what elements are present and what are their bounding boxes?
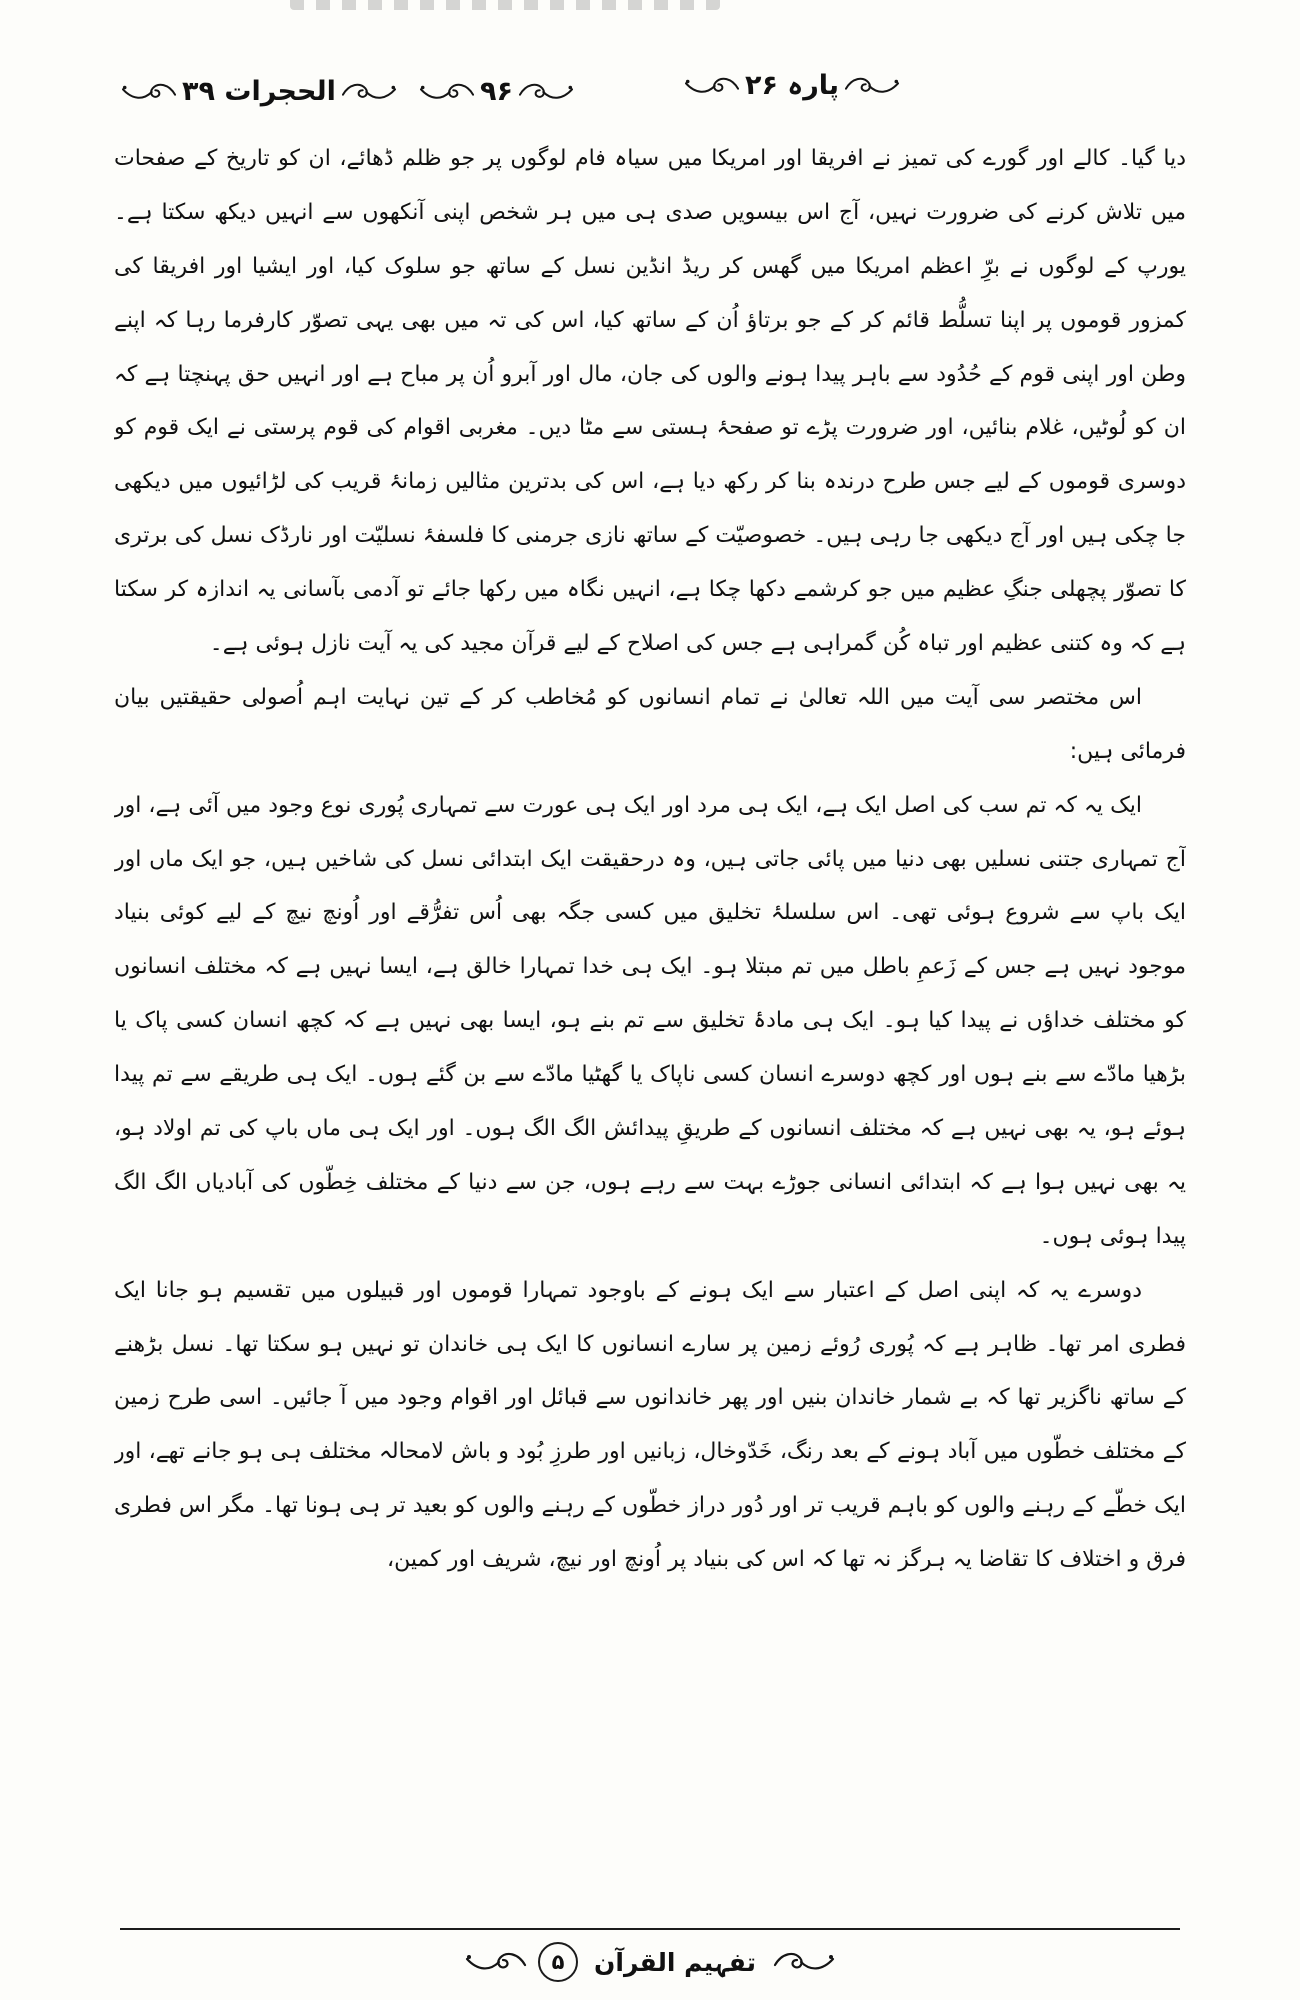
ornament-flourish-icon bbox=[342, 79, 396, 105]
ornament-flourish-icon bbox=[685, 73, 739, 99]
footer-rule bbox=[120, 1928, 1180, 1930]
scan-artifact bbox=[290, 0, 720, 10]
header-parah-ref bbox=[685, 70, 899, 101]
ornament-flourish-icon bbox=[420, 79, 474, 105]
paragraph-intro: اس مختصر سی آیت میں اللہ تعالیٰ نے تمام انسانوں کو مُخاطب کر کے تین نہایت اہم اُصولی حقیقتیں بیان فرمائی ہیں: bbox=[114, 684, 1186, 764]
page-header bbox=[0, 66, 1300, 126]
paragraph-point-two: دوسرے یہ کہ اپنی اصل کے اعتبار سے ایک ہونے کے باوجود تمہارا قوموں اور قبیلوں میں تقسیم ہو جانا ایک فطری امر تھا۔ ظاہر ہے کہ پُوری رُوئے زمین پر سارے انسانوں کا ایک ہی خاندان تو نہیں ہو سکتا تھا۔ نسل بڑھنے کے ساتھ ناگزیر تھا کہ بے شمار خاندان بنیں اور پھر خاندانوں سے قبائل اور اقوام وجود میں آ جائیں۔ اسی طرح زمین کے مختلف خطّوں میں آباد ہونے کے بعد رنگ، خَدّوخال، زبانیں اور طرزِ بُود و باش لامحالہ مختلف ہی ہو جانے تھے، اور ایک خطّے کے رہنے والوں کو باہم قریب تر اور دُور دراز خطّوں کے رہنے والوں کو بعید تر ہی ہونا تھا۔ مگر اس فطری فرق و اختلاف کا تقاضا یہ ہرگز نہ تھا کہ اس کی بنیاد پر اُونچ اور نیچ، شریف اور کمین، bbox=[114, 1277, 1186, 1573]
paragraph-point-one: ایک یہ کہ تم سب کی اصل ایک ہے، ایک ہی مرد اور ایک ہی عورت سے تمہاری پُوری نوع وجود میں آئی ہے، اور آج تمہاری جتنی نسلیں بھی دنیا میں پائی جاتی ہیں، وہ درحقیقت ایک ابتدائی نسل کی شاخیں ہیں، جو ایک ماں اور ایک باپ سے شروع ہوئی تھی۔ اس سلسلۂ تخلیق میں کسی جگہ بھی اُس تفرُّقے اور اُونچ نیچ کے لیے کوئی بنیاد موجود نہیں ہے جس کے زَعمِ باطل میں تم مبتلا ہو۔ ایک ہی خدا تمہارا خالق ہے، ایسا نہیں ہے کہ مختلف انسانوں کو مختلف خداؤں نے پیدا کیا ہو۔ ایک ہی مادۂ تخلیق سے تم بنے ہو، ایسا بھی نہیں ہے کہ کچھ انسان کسی پاک یا بڑھیا مادّے سے بنے ہوں اور کچھ دوسرے انسان کسی ناپاک یا گھٹیا مادّے سے بن گئے ہوں۔ ایک ہی طریقے سے تم پیدا ہوئے ہو، یہ بھی نہیں ہے کہ مختلف انسانوں کے طریقِ پیدائش الگ الگ ہوں۔ اور ایک ہی ماں باپ کی تم اولاد ہو، یہ بھی نہیں ہوا ہے کہ ابتدائی انسانی جوڑے بہت سے رہے ہوں، جن سے دنیا کے مختلف خِطّوں کی آبادیاں الگ الگ پیدا ہوئی ہوں۔ bbox=[114, 792, 1186, 1249]
ornament-flourish-icon bbox=[519, 79, 573, 105]
parah-label: پارہ ۲۶ bbox=[745, 70, 840, 101]
ornament-flourish-icon bbox=[464, 1949, 528, 1975]
footer-book-title: تفہیم القرآن bbox=[594, 1947, 756, 1977]
header-surah-ref bbox=[122, 76, 396, 107]
page-number-label: ۹۶ bbox=[480, 76, 513, 107]
footer-ornament bbox=[120, 1942, 1180, 1982]
page-footer bbox=[120, 1928, 1180, 1982]
ornament-flourish-icon bbox=[772, 1949, 836, 1975]
surah-label: الحجرات ۳۹ bbox=[182, 76, 336, 107]
ornament-flourish-icon bbox=[122, 79, 176, 105]
body-text bbox=[114, 132, 1186, 1874]
paragraph-continuation: دیا گیا۔ کالے اور گورے کی تمیز نے افریقا اور امریکا میں سیاہ فام لوگوں پر جو ظلم ڈھائے، ان کو تاریخ کے صفحات میں تلاش کرنے کی ضرورت نہیں، آج اس بیسویں صدی ہی میں ہر شخص اپنی آنکھوں سے انہیں دیکھ سکتا ہے۔ یورپ کے لوگوں نے برِّ اعظم امریکا میں گھس کر ریڈ انڈین نسل کے ساتھ جو سلوک کیا، اور ایشیا اور افریقا کی کمزور قوموں پر اپنا تسلُّط قائم کر کے جو برتاؤ اُن کے ساتھ کیا، اس کی تہ میں بھی یہی تصوّر کارفرما رہا کہ اپنے وطن اور اپنی قوم کے حُدُود سے باہر پیدا ہونے والوں کی جان، مال اور آبرو اُن پر مباح ہے اور انہیں حق پہنچتا ہے کہ ان کو لُوٹیں، غلام بنائیں، اور ضرورت پڑے تو صفحۂ ہستی سے مٹا دیں۔ مغربی اقوام کی قوم پرستی نے ایک قوم کو دوسری قوموں کے لیے جس طرح درندہ بنا کر رکھ دیا ہے، اس کی بدترین مثالیں زمانۂ قریب کی لڑائیوں میں دیکھی جا چکی ہیں اور آج دیکھی جا رہی ہیں۔ خصوصیّت کے ساتھ نازی جرمنی کا فلسفۂ نسلیّت اور نارڈک نسل کی برتری کا تصوّر پچھلی جنگِ عظیم میں جو کرشمے دکھا چکا ہے، انہیں نگاہ میں رکھا جائے تو آدمی بآسانی یہ اندازہ کر سکتا ہے کہ وہ کتنی عظیم اور تباہ کُن گمراہی ہے جس کی اصلاح کے لیے قرآن مجید کی یہ آیت نازل ہوئی ہے۔ bbox=[114, 146, 1186, 657]
header-page-number bbox=[420, 76, 573, 107]
ornament-flourish-icon bbox=[845, 73, 899, 99]
volume-badge: ۵ bbox=[538, 1942, 578, 1982]
